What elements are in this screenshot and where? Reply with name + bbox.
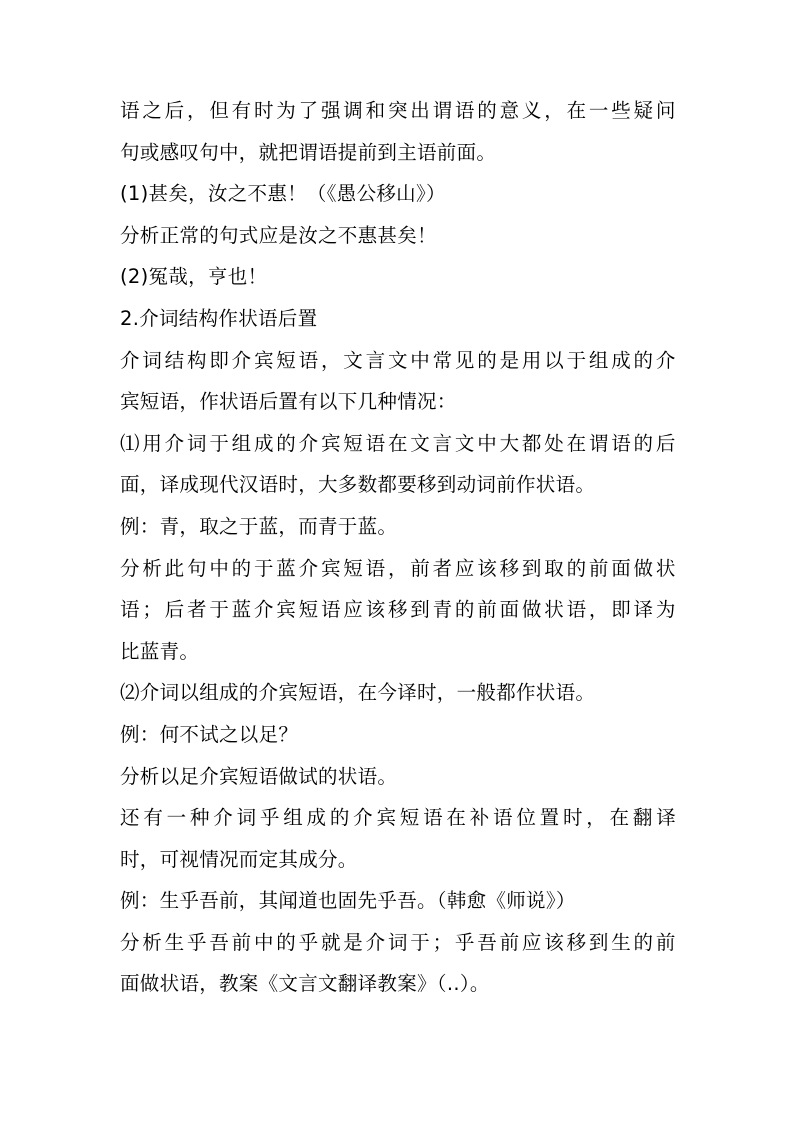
paragraph-line: ⑴ 用 介 词 于 组 成 的 介 宾 短 语 在 文 言 文 中 大 都 处 在 谓 语 的 后 <box>120 431 676 455</box>
analysis-line: 面做状语，教案《文言文翻译教案》（..）。 <box>120 972 490 996</box>
paragraph-line: 时，可视情况而定其成分。 <box>120 847 358 871</box>
section-heading: 2.介词结构作状语后置 <box>120 306 318 330</box>
paragraph-line: 句或感叹句中，就把谓语提前到主语前面。 <box>120 140 497 164</box>
example-line: (2)冤哉，亨也！ <box>120 265 268 289</box>
analysis-line: 分 析 生 乎 吾 前 中 的 乎 就 是 介 词 于 ； 乎 吾 前 应 该 移 到 生 的 前 <box>120 930 676 954</box>
paragraph-line: 宾短语，作状语后置有以下几种情况： <box>120 390 457 414</box>
paragraph-line: 面，译成现代汉语时，大多数都要移到动词前作状语。 <box>120 473 596 497</box>
analysis-line: 分析以足介宾短语做试的状语。 <box>120 764 398 788</box>
analysis-line: 分析正常的句式应是汝之不惠甚矣！ <box>120 223 437 247</box>
document-body <box>120 90 676 1005</box>
paragraph-line: 介 词 结 构 即 介 宾 短 语 ， 文 言 文 中 常 见 的 是 用 以 于 组 成 的 介 <box>120 348 676 372</box>
example-line: 例：青，取之于蓝，而青于蓝。 <box>120 514 398 538</box>
example-line: (1)甚矣，汝之不惠！（《愚公移山》） <box>120 182 446 206</box>
example-line: 例：生乎吾前，其闻道也固先乎吾。（韩愈《师说》） <box>120 889 576 913</box>
paragraph-line: 还 有 一 种 介 词 乎 组 成 的 介 宾 短 语 在 补 语 位 置 时 ， 在 翻 译 <box>120 806 676 830</box>
analysis-line: 语 ； 后 者 于 蓝 介 宾 短 语 应 该 移 到 青 的 前 面 做 状 语 ， 即 译 为 <box>120 598 676 622</box>
analysis-line: 比蓝青。 <box>120 639 200 663</box>
analysis-line: 分 析 此 句 中 的 于 蓝 介 宾 短 语 ， 前 者 应 该 移 到 取 的 前 面 做 状 <box>120 556 676 580</box>
example-line: 例：何不试之以足？ <box>120 722 299 746</box>
paragraph-line: 语 之 后 ， 但 有 时 为 了 强 调 和 突 出 谓 语 的 意 义 ， 在 一 些 疑 问 <box>120 99 676 122</box>
paragraph-line: ⑵介词以组成的介宾短语，在今译时，一般都作状语。 <box>120 681 596 705</box>
